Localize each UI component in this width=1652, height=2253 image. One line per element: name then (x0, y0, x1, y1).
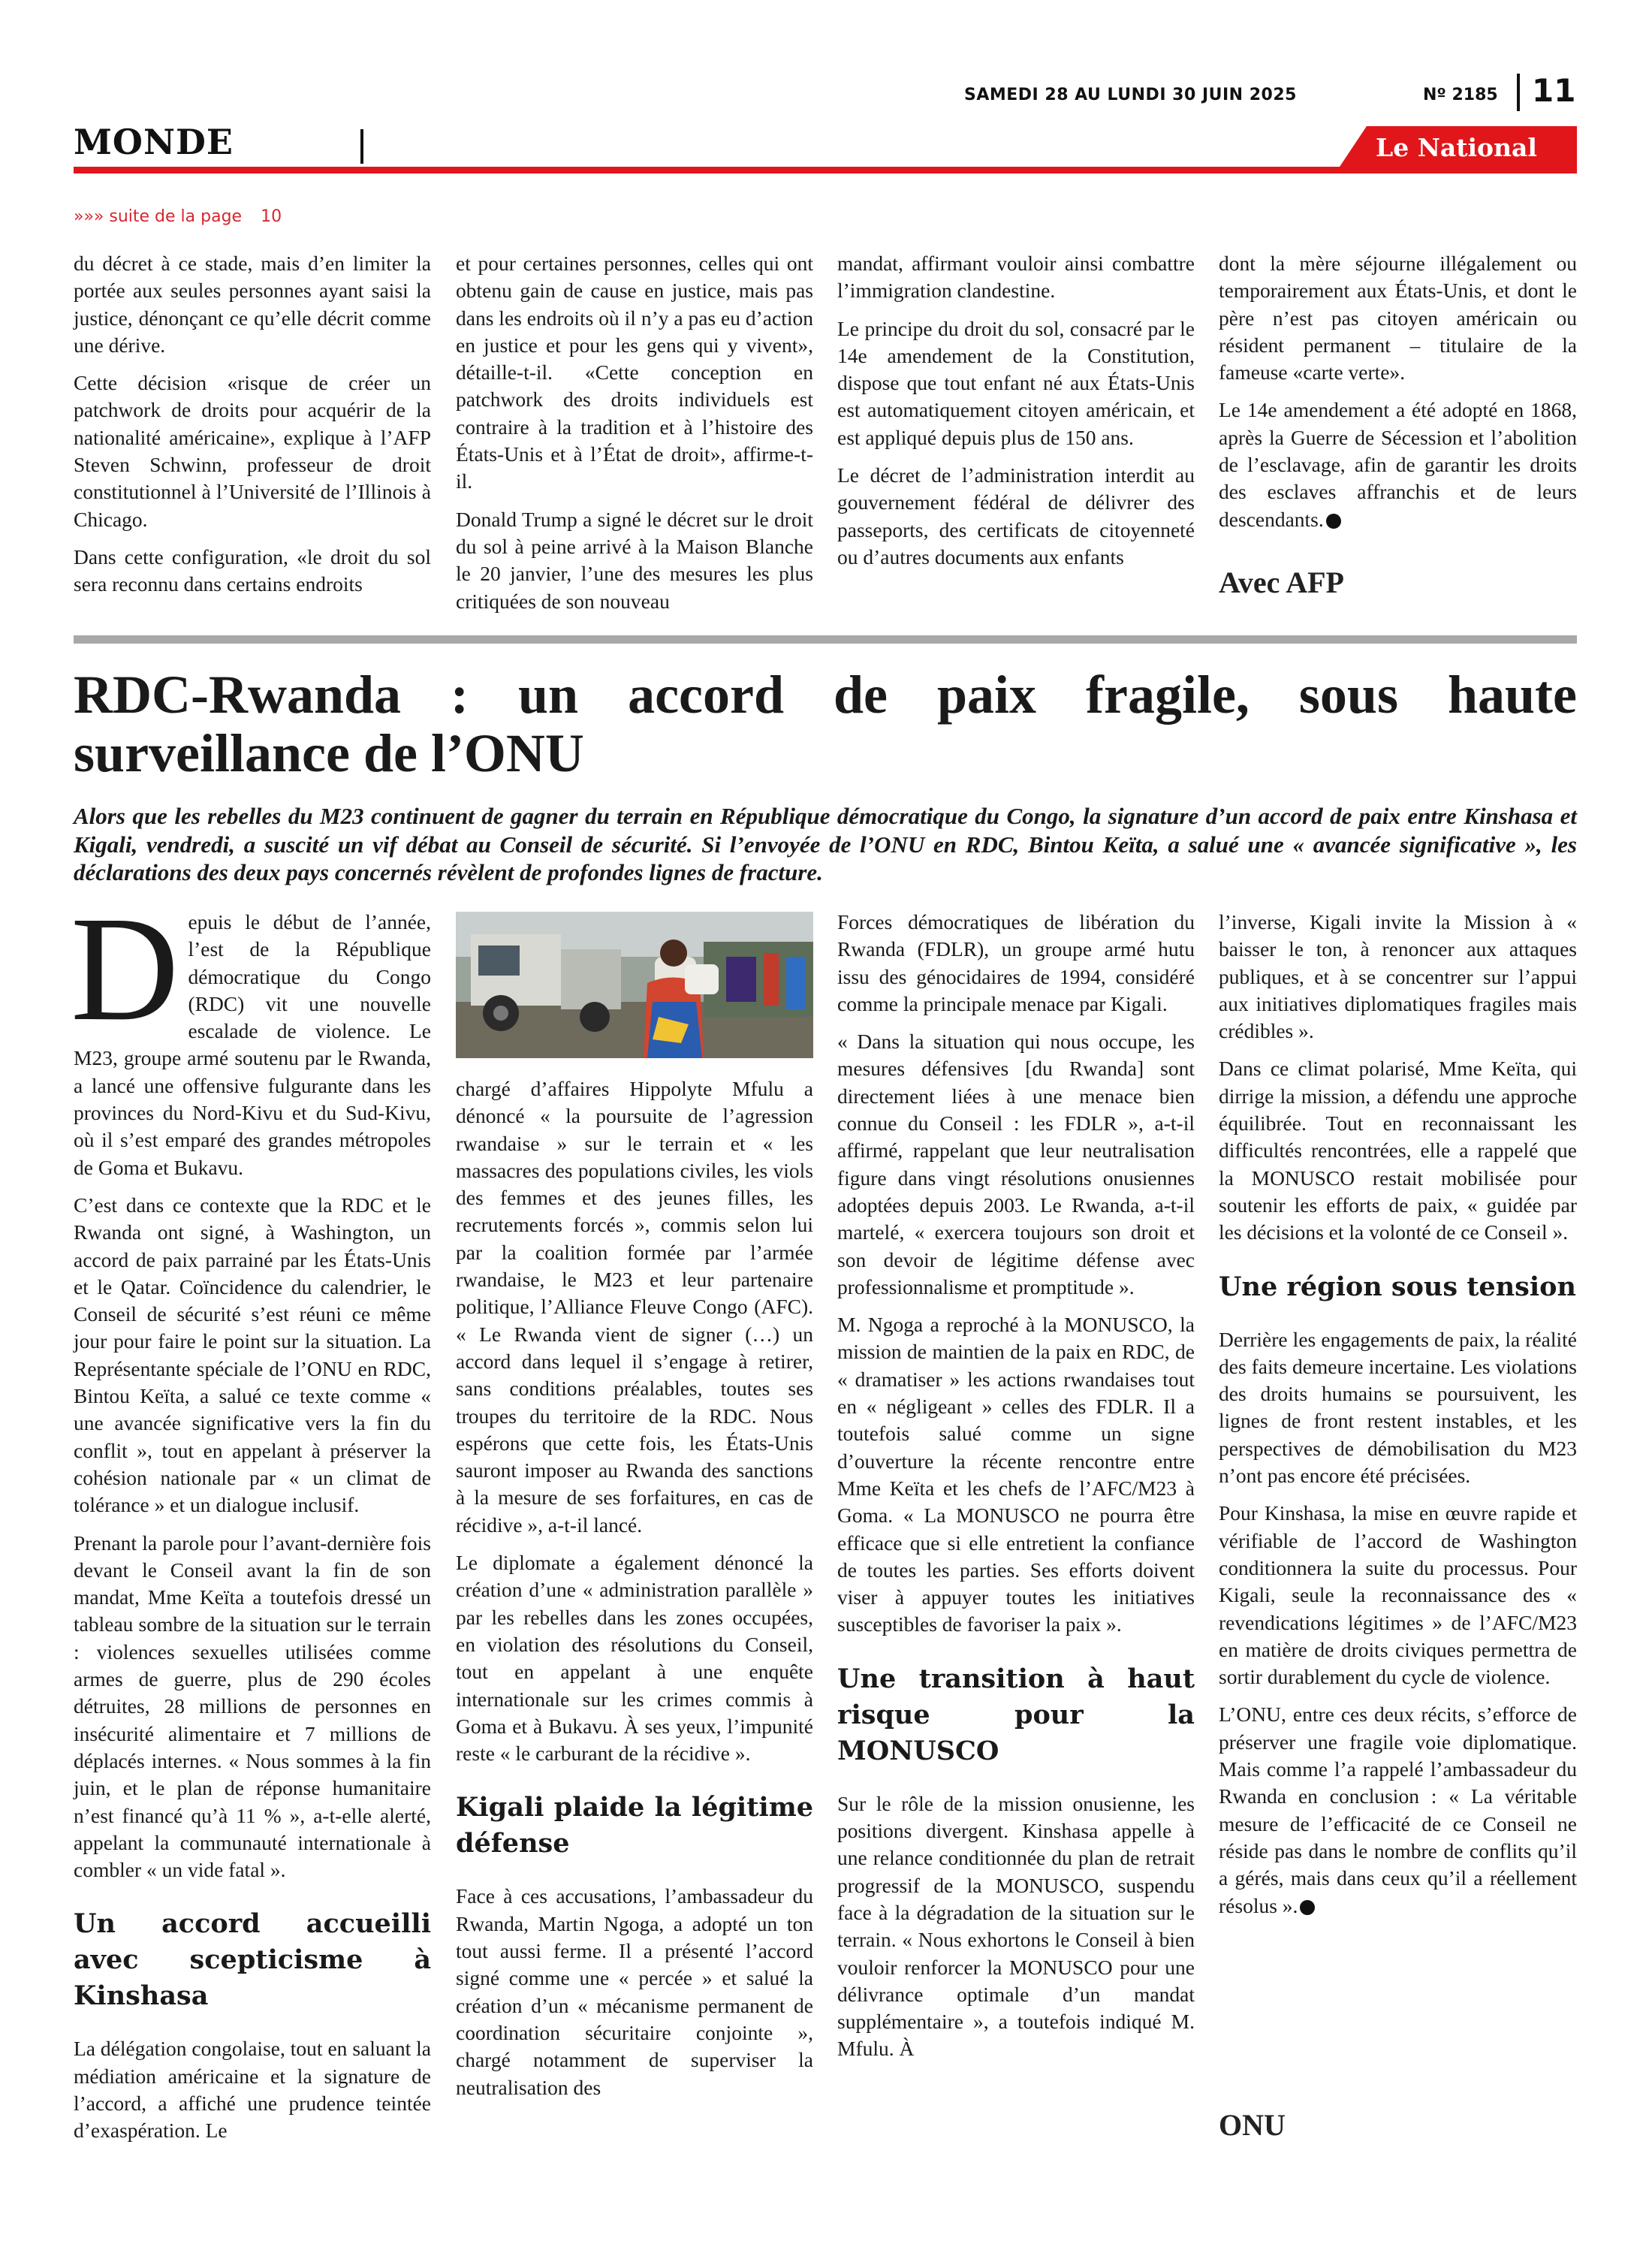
paragraph: Le diplomate a également dénoncé la création d’une « administration parallèle » par les rebelles dans les zones occupées, en violation des résolutions du Conseil, tout en appelant à une enquête internationale sur les crimes commis à Goma et à Bukavu. À ses yeux, l’impunité reste « le carburant de la récidive ». (456, 1551, 813, 1766)
paragraph: l’inverse, Kigali invite la Mission à « baisser le ton, à renoncer aux attaques publiques, et à se concentrer sur l’appui aux initiatives diplomatiques fragiles mais crédibles ». (1219, 910, 1577, 1043)
header-red-rule (74, 167, 1577, 173)
article-col-2 (456, 1075, 813, 2112)
article-divider (74, 635, 1577, 644)
drop-cap: D (71, 886, 179, 1052)
paragraph: Dans ce climat polarisé, Mme Keïta, qui dirrige la mission, a défendu une approche équilibrée. Tout en reconnaissant les difficultés rencontrées, elle a rappelé que la MONUSCO restait mobilisée pour soutenir les efforts de paix, « guidée par les décisions et la volonté de ce Conseil ». (1219, 1057, 1577, 1244)
subheading: Kigali plaide la légitime défense (456, 1792, 813, 1859)
end-mark-icon (1326, 514, 1341, 529)
paragraph: et pour certaines personnes, celles qui ont obtenu gain de cause en justice, mais pas dans les endroits où il n’y a pas eu d’action en justice et pour les gens qui y vivent», détaille-t-il. «Cette conception en patchwork des droits individuels est contraire à la tradition et à l’histoire des États-Unis et à l’État de droit», affirme-t-il. (456, 252, 813, 493)
paragraph (1219, 1701, 1577, 1919)
article-signature: ONU (1219, 2108, 1286, 2142)
paragraph: chargé d’affaires Hippolyte Mfulu a dénoncé « la poursuite de l’agression rwandaise » sur le terrain et « les massacres des populations civiles, les viols des femmes et des jeunes filles, les recrutements forcés », commis selon lui par la coalition formée par l’armée rwandaise, le M23 et leur partenaire politique, l’Alliance Fleuve Congo (AFC). « Le Rwanda vient de signer (…) un accord dans lequel il s’engage à retirer, sans conditions préalables, toutes ses troupes du territoire de la RDC. Nous espérons que cette fois, les États-Unis sauront imposer au Rwanda des sanctions à la mesure de ses forfaitures, en cas de récidive », a-t-il lancé. (456, 1077, 813, 1537)
paragraph: Sur le rôle de la mission onusienne, les positions divergent. Kinshasa appelle à une relance conditionnée du plan de retrait progressif de la MONUSCO, suspendu face à la dégradation de la situation sur le terrain. « Nous exhortons le Conseil à bien vouloir renforcer la MONUSCO pour une délivrance optimale d’un mandat supplémentaire », a toutefois indiqué M. Mfulu. À (837, 1791, 1195, 2061)
paragraph: Le décret de l’administration interdit au gouvernement fédéral de délivrer des passeports, des certificats de citoyenneté ou d’autres documents aux enfants (837, 463, 1195, 569)
page-number: 11 (1532, 72, 1576, 109)
paragraph: mandat, affirmant vouloir ainsi combattre l’immigration clandestine. (837, 252, 1195, 303)
section-separator (360, 129, 363, 164)
paragraph-text: Le 14e amendement a été adopté en 1868, après la Guerre de Sécession et l’abolition de l’esclavage, afin de garantir les droits des esclaves affranchis et de leurs descendants. (1219, 398, 1577, 531)
paragraph: du décret à ce stade, mais d’en limiter la portée aux seules personnes ayant saisi la justice, dénonçant ce qu’elle décrit comme une dérive. (74, 252, 431, 357)
continuation-page: 10 (261, 207, 282, 226)
paragraph: Forces démocratiques de libération du Rwanda (FDLR), un groupe armé hutu issu des génocidaires de 1994, considéré comme la principale menace par Kigali. (837, 910, 1195, 1015)
paragraph: Cette décision «risque de créer un patchwork de droits pour acquérir de la nationalité américaine», explique à l’AFP Steven Schwinn, professeur de droit constitutionnel à l’Université de l’Illinois à Chicago. (74, 371, 431, 531)
continuation-label: »»» suite de la page (74, 207, 243, 226)
paragraph: Derrière les engagements de paix, la réalité des faits demeure incertaine. Les violations des droits humains se poursuivent, les lignes de front restent instables, et les perspectives de démobilisation du M23 n’ont pas encore été précisées. (1219, 1327, 1577, 1488)
header-separator (1517, 74, 1520, 111)
issue-number: Nº 2185 (1423, 86, 1498, 104)
paragraph: Donald Trump a signé le décret sur le droit du sol à peine arrivé à la Maison Blanche le 20 janvier, l’une des mesures les plus critiquées de son nouveau (456, 507, 813, 613)
prev-article-col-4 (1219, 250, 1577, 544)
prev-article-signature: Avec AFP (1219, 566, 1344, 599)
paragraph: La délégation congolaise, tout en saluant la médiation américaine et la signature de l’accord, a affiché une prudence teintée d’exaspération. Le (74, 2037, 431, 2143)
end-mark-icon (1300, 1900, 1315, 1915)
lead-paragraph (71, 886, 431, 1181)
paragraph: Pour Kinshasa, la mise en œuvre rapide et vérifiable de l’accord de Washington conditionnera la suite du processus. Pour Kigali, seule la reconnaissance des « revendications légitimes » de l’AFC/M23 en matière de droits civiques permettra de sortir durablement du cycle de violence. (1219, 1501, 1577, 1689)
article-col-4 (1219, 909, 1577, 1930)
lead-text: epuis le début de l’année, l’est de la République démocratique du Congo (RDC) vit une nouvelle escalade de violence. Le M23, groupe armé soutenu par le Rwanda, a lancé une offensive fulgurante dans les provinces du Nord-Kivu et du Sud-Kivu, où il s’est emparé des grandes métropoles de Goma et Bukavu. (74, 910, 431, 1179)
paragraph: M. Ngoga a reproché à la MONUSCO, la mission de maintien de la paix en RDC, de « dramatiser » les actions rwandaises tout en « négligeant » celles des FDLR. Il a toutefois salué comme un signe d’ouverture la récente rencontre entre Mme Keïta et les chefs de l’AFC/M23 à Goma. « La MONUSCO ne pourra être efficace que si elle entretient la confiance de toutes les parties. Ses efforts doivent viser à appuyer toutes les initiatives susceptibles de favoriser la paix ». (837, 1313, 1195, 1636)
paragraph-text: L’ONU, entre ces deux récits, s’efforce de préserver une fragile voie diplomatique. Mais comme l’a rappelé l’ambassadeur du Rwanda en conclusion : « La véritable mesure de l’efficacité de ce Conseil ne réside pas dans le nombre de conflits qu’il a gérés, mais dans ceux qu’il a réellement résolus ». (1219, 1703, 1577, 1917)
paragraph: Dans cette configuration, «le droit du sol sera reconnu dans certains endroits (74, 544, 431, 596)
subheading: Un accord accueilli avec scepticisme à Kinshasa (74, 1908, 431, 2012)
paragraph: C’est dans ce contexte que la RDC et le Rwanda ont signé, à Washington, un accord de paix parrainé par les États-Unis et le Qatar. Coïncidence du calendrier, le Conseil de sécurité s’est réuni ce même jour pour faire le point sur la situation. La Représentante spéciale de l’ONU en RDC, Bintou Keïta, a salué ce texte comme « une avancée significative vers la fin du conflit », tout en appelant à préserver la cohésion nationale par « un climat de tolérance » et un dialogue inclusif. (74, 1193, 431, 1517)
prev-article-col-2 (456, 250, 813, 626)
article-col-3 (837, 909, 1195, 2074)
paragraph (1219, 397, 1577, 532)
subheading: Une région sous tension (1219, 1271, 1576, 1302)
prev-article-col-3 (837, 250, 1195, 581)
article-photo (456, 912, 813, 1058)
article-standfirst: Alors que les rebelles du M23 continuent de gagner du terrain en République démocratique du Congo, la signature d’un accord de paix entre Kinshasa et Kigali, vendredi, a suscité un vif débat au Conseil de sécurité. Si l’envoyée de l’ONU en RDC, Bintou Keïta, a salué une « avancée significative », les déclarations des deux pays concernés révèlent de profondes lignes de fracture. (74, 803, 1577, 885)
paragraph: dont la mère séjourne illégalement ou temporairement aux États-Unis, et dont le père n’est pas citoyen américain ou résident permanent – titulaire de la fameuse «carte verte». (1219, 252, 1577, 385)
section-title: MONDE (74, 122, 234, 162)
continuation-note[interactable] (74, 207, 282, 226)
dateline: SAMEDI 28 AU LUNDI 30 JUIN 2025 (964, 86, 1297, 104)
subheading: Une transition à haut risque pour la MONUSCO (837, 1663, 1195, 1766)
paragraph: « Dans la situation qui nous occupe, les mesures défensives [du Rwanda] sont directement liées à une menace bien connue du Conseil : les FDLR », a-t-il affirmé, rappelant que leur neutralisation figure dans vingt résolutions onusiennes adoptées depuis 2003. Le Rwanda, a-t-il martelé, « exercera toujours son droit et son devoir de légitime défense avec professionnalisme et promptitude ». (837, 1030, 1195, 1298)
prev-article-col-1 (74, 250, 431, 609)
brand-logo-text: Le National (1376, 133, 1537, 162)
paragraph: Prenant la parole pour l’avant-dernière fois devant le Conseil avant la fin de son mandat, Mme Keïta a toutefois dressé un tableau sombre de la situation sur le terrain : violences sexuelles utilisées comme armes de guerre, plus de 290 écoles détruites, 28 millions de personnes en insécurité alimentaire et 7 millions de déplacés internes. « Nous sommes à la fin juin, et le plan de réponse humanitaire n’est financé qu’à 11 % », a-t-elle alerté, appelant la communauté internationale à combler « un vide fatal ». (74, 1531, 431, 1882)
paragraph: Face à ces accusations, l’ambassadeur du Rwanda, Martin Ngoga, a adopté un ton tout aussi ferme. Il a présenté l’accord signé comme une « percée » et salué la création d’un « mécanisme permanent de coordination sécuritaire conjointe », chargé notamment de superviser la neutralisation des (456, 1884, 813, 2099)
article-col-1 (71, 886, 431, 2155)
photo-illustration (456, 912, 813, 1058)
paragraph: Le principe du droit du sol, consacré par le 14e amendement de la Constitution, dispose que tout enfant né aux États-Unis est automatiquement citoyen américain, et est appliqué depuis plus de 150 ans. (837, 316, 1195, 449)
article-headline: RDC-Rwanda : un accord de paix fragile, sous haute surveillance de l’ONU (74, 665, 1577, 783)
